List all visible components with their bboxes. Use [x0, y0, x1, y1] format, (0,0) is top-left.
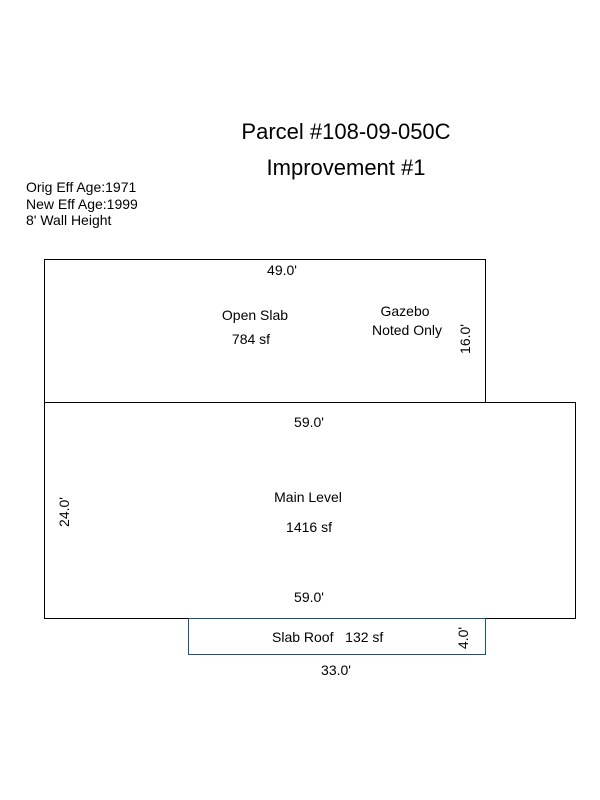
open-slab-width-dimension: 49.0': [267, 262, 297, 278]
improvement-title: Improvement #1: [266, 155, 426, 180]
main-level-outline: [44, 402, 576, 619]
new-eff-age-note: New Eff Age:1999: [26, 196, 138, 212]
orig-eff-age-note: Orig Eff Age:1971: [26, 179, 137, 195]
slab-roof-depth-dimension: 4.0': [455, 626, 471, 650]
parcel-title: Parcel #108-09-050C: [241, 119, 451, 144]
open-slab-label: Open Slab: [221, 307, 289, 323]
main-level-label: Main Level: [274, 489, 342, 505]
gazebo-note: Noted Only: [371, 322, 443, 338]
wall-height-note: 8' Wall Height: [26, 212, 112, 228]
slab-roof-width-dimension: 33.0': [321, 662, 351, 678]
open-slab-depth-dimension: 16.0': [457, 324, 473, 354]
main-level-depth-dimension: 24.0': [56, 497, 72, 527]
main-level-bottom-width-dimension: 59.0': [294, 589, 324, 605]
slab-roof-label: Slab Roof 132 sf: [272, 629, 384, 645]
main-level-top-width-dimension: 59.0': [294, 414, 324, 430]
gazebo-label: Gazebo: [380, 303, 430, 319]
open-slab-area: 784 sf: [231, 331, 271, 347]
main-level-area: 1416 sf: [286, 519, 332, 535]
